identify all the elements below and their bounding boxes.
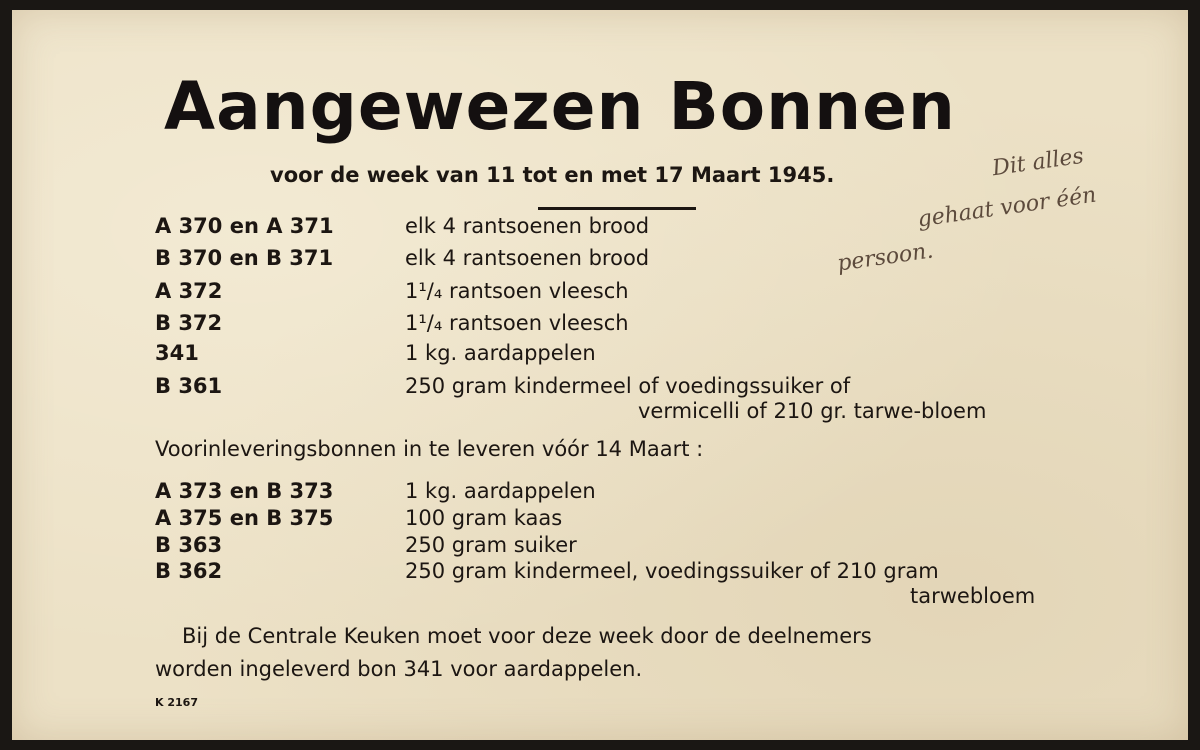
coupon-code: A 370 en A 371	[155, 214, 334, 238]
handwritten-note-line-2: gehaat voor één	[916, 182, 1098, 233]
coupon-desc-continued: vermicelli of 210 gr. tarwe-bloem	[638, 399, 987, 423]
printer-reference: K 2167	[155, 696, 198, 709]
coupon-desc: elk 4 rantsoenen brood	[405, 246, 650, 270]
coupon-desc: 1¹/₄ rantsoen vleesch	[405, 279, 629, 303]
coupon-desc: elk 4 rantsoenen brood	[405, 214, 650, 238]
preorder-coupon-desc: 250 gram suiker	[405, 533, 577, 557]
preorder-coupon-code: A 375 en B 375	[155, 506, 334, 530]
preorder-coupon-desc: 1 kg. aardappelen	[405, 479, 596, 503]
preorder-coupon-desc: 100 gram kaas	[405, 506, 563, 530]
coupon-code: 341	[155, 341, 199, 365]
preorder-coupon-desc: 250 gram kindermeel, voedingssuiker of 210 gram	[405, 559, 939, 583]
coupon-code: B 370 en B 371	[155, 246, 334, 270]
ration-notice-card	[12, 10, 1188, 740]
coupon-desc: 250 gram kindermeel of voedingssuiker of	[405, 374, 851, 398]
handwritten-note-line-3: persoon.	[835, 238, 935, 277]
preorder-coupon-desc-continued: tarwebloem	[910, 584, 1036, 608]
coupon-code: A 372	[155, 279, 223, 303]
coupon-code: B 361	[155, 374, 223, 398]
coupon-code: B 372	[155, 311, 223, 335]
subtitle-underline	[538, 207, 696, 210]
coupon-desc: 1¹/₄ rantsoen vleesch	[405, 311, 629, 335]
handwritten-note-line-1: Dit alles	[990, 143, 1086, 182]
coupon-desc: 1 kg. aardappelen	[405, 341, 596, 365]
footer-line-2: worden ingeleverd bon 341 voor aardappelen.	[155, 657, 643, 681]
footer-line-1: Bij de Centrale Keuken moet voor deze week door de deelnemers	[182, 624, 872, 648]
preorder-coupon-code: B 362	[155, 559, 223, 583]
page-title: Aangewezen Bonnen	[164, 68, 956, 145]
preorder-heading: Voorinleveringsbonnen in te leveren vóór 14 Maart :	[155, 437, 704, 461]
preorder-coupon-code: B 363	[155, 533, 223, 557]
preorder-coupon-code: A 373 en B 373	[155, 479, 334, 503]
week-subtitle: voor de week van 11 tot en met 17 Maart 1945.	[270, 163, 835, 187]
